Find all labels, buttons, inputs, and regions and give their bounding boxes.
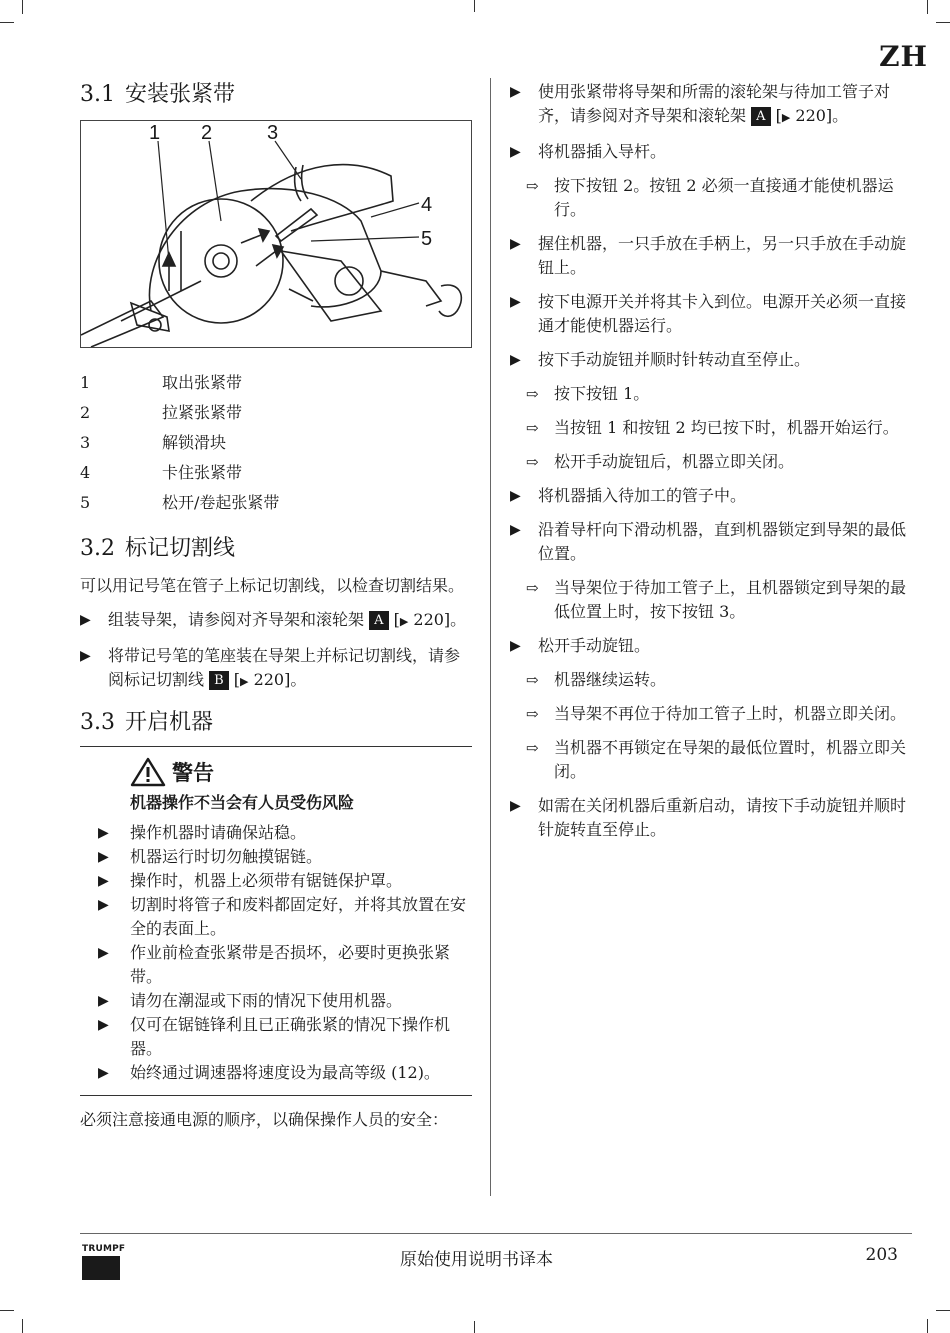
warning-header: [130, 757, 472, 787]
step-item: ▶ 松开手动旋钮。: [510, 634, 910, 658]
crop-mark: [936, 1310, 950, 1311]
result-item: ⇨ 当导架位于待加工管子上，且机器锁定到导架的最低位置上时，按下按钮 3。: [526, 578, 907, 621]
play-bullet-icon: ▶: [98, 897, 109, 913]
warning-item: ▶ 作业前检查张紧带是否损坏，必要时更换张紧带。: [98, 943, 451, 986]
legend-row: 3 解锁滑块: [80, 433, 227, 452]
step-item: ▶ 组装导架，请参阅对齐导架和滚轮架 A [▶ 220]。: [80, 608, 472, 634]
result-item: ⇨ 按下按钮 1。: [510, 382, 910, 406]
result-item: ⇨ 机器继续运转。: [510, 668, 910, 692]
play-bullet-icon: ▶: [510, 294, 521, 310]
footer-title: 原始使用说明书译本: [400, 1250, 553, 1270]
play-bullet-icon: ▶: [80, 648, 91, 664]
figure-ref-badge[interactable]: B: [209, 671, 229, 690]
result-arrow-icon: ⇨: [526, 385, 539, 403]
crop-mark: [22, 1319, 23, 1333]
result-arrow-icon: ⇨: [526, 705, 539, 723]
step-item: ▶ 使用张紧带将导架和所需的滚轮架与待加工管子对齐，请参阅对齐导架和滚轮架 A [▶ 220]。: [510, 82, 891, 125]
page-ref-arrow-icon: ▶: [240, 675, 249, 688]
trumpf-logo: [82, 1244, 126, 1280]
startup-steps: [510, 80, 910, 842]
play-bullet-icon: ▶: [510, 84, 521, 100]
tension-belt-figure: [80, 120, 472, 348]
figure-legend: [80, 368, 472, 518]
legend-row: 4 卡住张紧带: [80, 463, 243, 482]
step-item: ▶ 将带记号笔的笔座装在导架上并标记切割线，请参阅标记切割线 B [▶ 220]。: [80, 646, 461, 689]
play-bullet-icon: ▶: [510, 236, 521, 252]
page-number: 203: [865, 1245, 898, 1265]
machine-illustration: [81, 121, 471, 347]
step-item: ▶ 按下手动旋钮并顺时针转动直至停止。: [510, 348, 910, 372]
warning-item: ▶ 请勿在潮湿或下雨的情况下使用机器。: [98, 989, 472, 1013]
result-item: ⇨ 当按钮 1 和按钮 2 均已按下时，机器开始运行。: [510, 416, 910, 440]
warning-triangle-icon: [130, 757, 166, 787]
result-arrow-icon: ⇨: [526, 739, 539, 757]
right-column: [510, 80, 910, 842]
play-bullet-icon: ▶: [98, 1065, 109, 1081]
step-item: ▶ 将机器插入导杆。: [510, 140, 910, 164]
step-item: ▶ 将机器插入待加工的管子中。: [510, 484, 910, 508]
page-ref-link[interactable]: 220]。: [253, 670, 307, 689]
result-arrow-icon: ⇨: [526, 671, 539, 689]
legend-row: 5 松开/卷起张紧带: [80, 493, 280, 512]
step-item: ▶ 按下电源开关并将其卡入到位。电源开关必须一直接通才能使机器运行。: [510, 292, 907, 335]
warning-subtitle: 机器操作不当会有人员受伤风险: [130, 793, 355, 812]
crop-mark: [927, 0, 928, 14]
logo-block: [82, 1256, 120, 1280]
result-item: ⇨ 当机器不再锁定在导架的最低位置时，机器立即关闭。: [526, 738, 907, 781]
section-title: 开启机器: [125, 710, 214, 735]
step-item: ▶ 沿着导杆向下滑动机器，直到机器锁定到导架的最低位置。: [510, 520, 907, 563]
warning-item: ▶ 始终通过调速器将速度设为最高等级 (12)。: [98, 1061, 472, 1085]
column-divider: [490, 78, 491, 1196]
play-bullet-icon: ▶: [510, 798, 521, 814]
figure-label-4: 4: [421, 194, 433, 216]
logo-text: TRUMPF: [82, 1244, 126, 1254]
section-title: 标记切割线: [125, 536, 236, 561]
result-item: ⇨ 当导架不再位于待加工管子上时，机器立即关闭。: [510, 702, 910, 726]
warning-box: [80, 746, 472, 1096]
section-3-1-heading: [80, 80, 472, 110]
section-3-3-outro: 必须注意接通电源的顺序，以确保操作人员的安全：: [80, 1110, 449, 1129]
result-arrow-icon: ⇨: [526, 177, 539, 195]
left-column: [80, 80, 472, 1132]
figure-ref-badge[interactable]: A: [751, 107, 770, 126]
page-ref-arrow-icon: ▶: [781, 111, 791, 124]
play-bullet-icon: ▶: [98, 1017, 109, 1033]
crop-mark: [0, 1310, 14, 1311]
play-bullet-icon: ▶: [98, 873, 109, 889]
figure-label-5: 5: [421, 228, 433, 250]
page-ref-link[interactable]: 220]。: [795, 106, 849, 125]
warning-item: ▶ 切割时将管子和废料都固定好，并将其放置在安全的表面上。: [98, 895, 467, 938]
step-item: ▶ 如需在关闭机器后重新启动，请按下手动旋钮并顺时针旋转直至停止。: [510, 796, 907, 839]
page-ref-link[interactable]: 220]。: [413, 610, 467, 629]
figure-ref-badge[interactable]: A: [369, 611, 388, 630]
section-3-2-intro: 可以用记号笔在管子上标记切割线，以检查切割结果。: [80, 576, 465, 595]
play-bullet-icon: ▶: [510, 352, 521, 368]
section-title: 安装张紧带: [125, 82, 236, 107]
section-number: 3.3: [80, 710, 115, 735]
section-number: 3.1: [80, 82, 115, 107]
warning-item: ▶ 操作时，机器上必须带有锯链保护罩。: [98, 869, 472, 893]
play-bullet-icon: ▶: [98, 849, 109, 865]
crop-mark: [936, 22, 950, 23]
crop-mark: [22, 0, 23, 14]
result-item: ⇨ 松开手动旋钮后，机器立即关闭。: [510, 450, 910, 474]
figure-label-3: 3: [267, 122, 279, 144]
legend-row: 1 取出张紧带: [80, 373, 243, 392]
crop-mark: [0, 22, 14, 23]
figure-label-1: 1: [149, 122, 161, 144]
result-arrow-icon: ⇨: [526, 453, 539, 471]
play-bullet-icon: ▶: [80, 612, 91, 628]
warning-item: ▶ 仅可在锯链锋利且已正确张紧的情况下操作机器。: [98, 1015, 451, 1058]
result-arrow-icon: ⇨: [526, 419, 539, 437]
language-code: ZH: [879, 40, 928, 73]
step-item: ▶ 握住机器，一只手放在手柄上，另一只手放在手动旋钮上。: [510, 234, 907, 277]
play-bullet-icon: ▶: [98, 825, 109, 841]
play-bullet-icon: ▶: [510, 638, 521, 654]
warning-title: 警告: [172, 761, 214, 785]
crop-mark: [927, 1319, 928, 1333]
crop-mark: [474, 0, 475, 12]
play-bullet-icon: ▶: [510, 522, 521, 538]
warning-item: ▶ 机器运行时切勿触摸锯链。: [98, 845, 472, 869]
section-3-2-heading: [80, 534, 472, 564]
figure-label-2: 2: [201, 122, 213, 144]
crop-mark: [474, 1321, 475, 1333]
warning-list: [98, 821, 472, 1085]
warning-item: ▶ 操作机器时请确保站稳。: [98, 821, 472, 845]
section-3-2-steps: [80, 608, 472, 694]
footer-rule: [80, 1233, 912, 1234]
section-number: 3.2: [80, 536, 115, 561]
play-bullet-icon: ▶: [510, 144, 521, 160]
section-3-3-heading: [80, 708, 472, 738]
page-ref-arrow-icon: ▶: [399, 615, 409, 628]
result-item: ⇨ 按下按钮 2。按钮 2 必须一直接通才能使机器运行。: [526, 176, 894, 219]
play-bullet-icon: ▶: [510, 488, 521, 504]
legend-row: 2 拉紧张紧带: [80, 403, 243, 422]
play-bullet-icon: ▶: [98, 993, 109, 1009]
result-arrow-icon: ⇨: [526, 579, 539, 597]
play-bullet-icon: ▶: [98, 945, 109, 961]
